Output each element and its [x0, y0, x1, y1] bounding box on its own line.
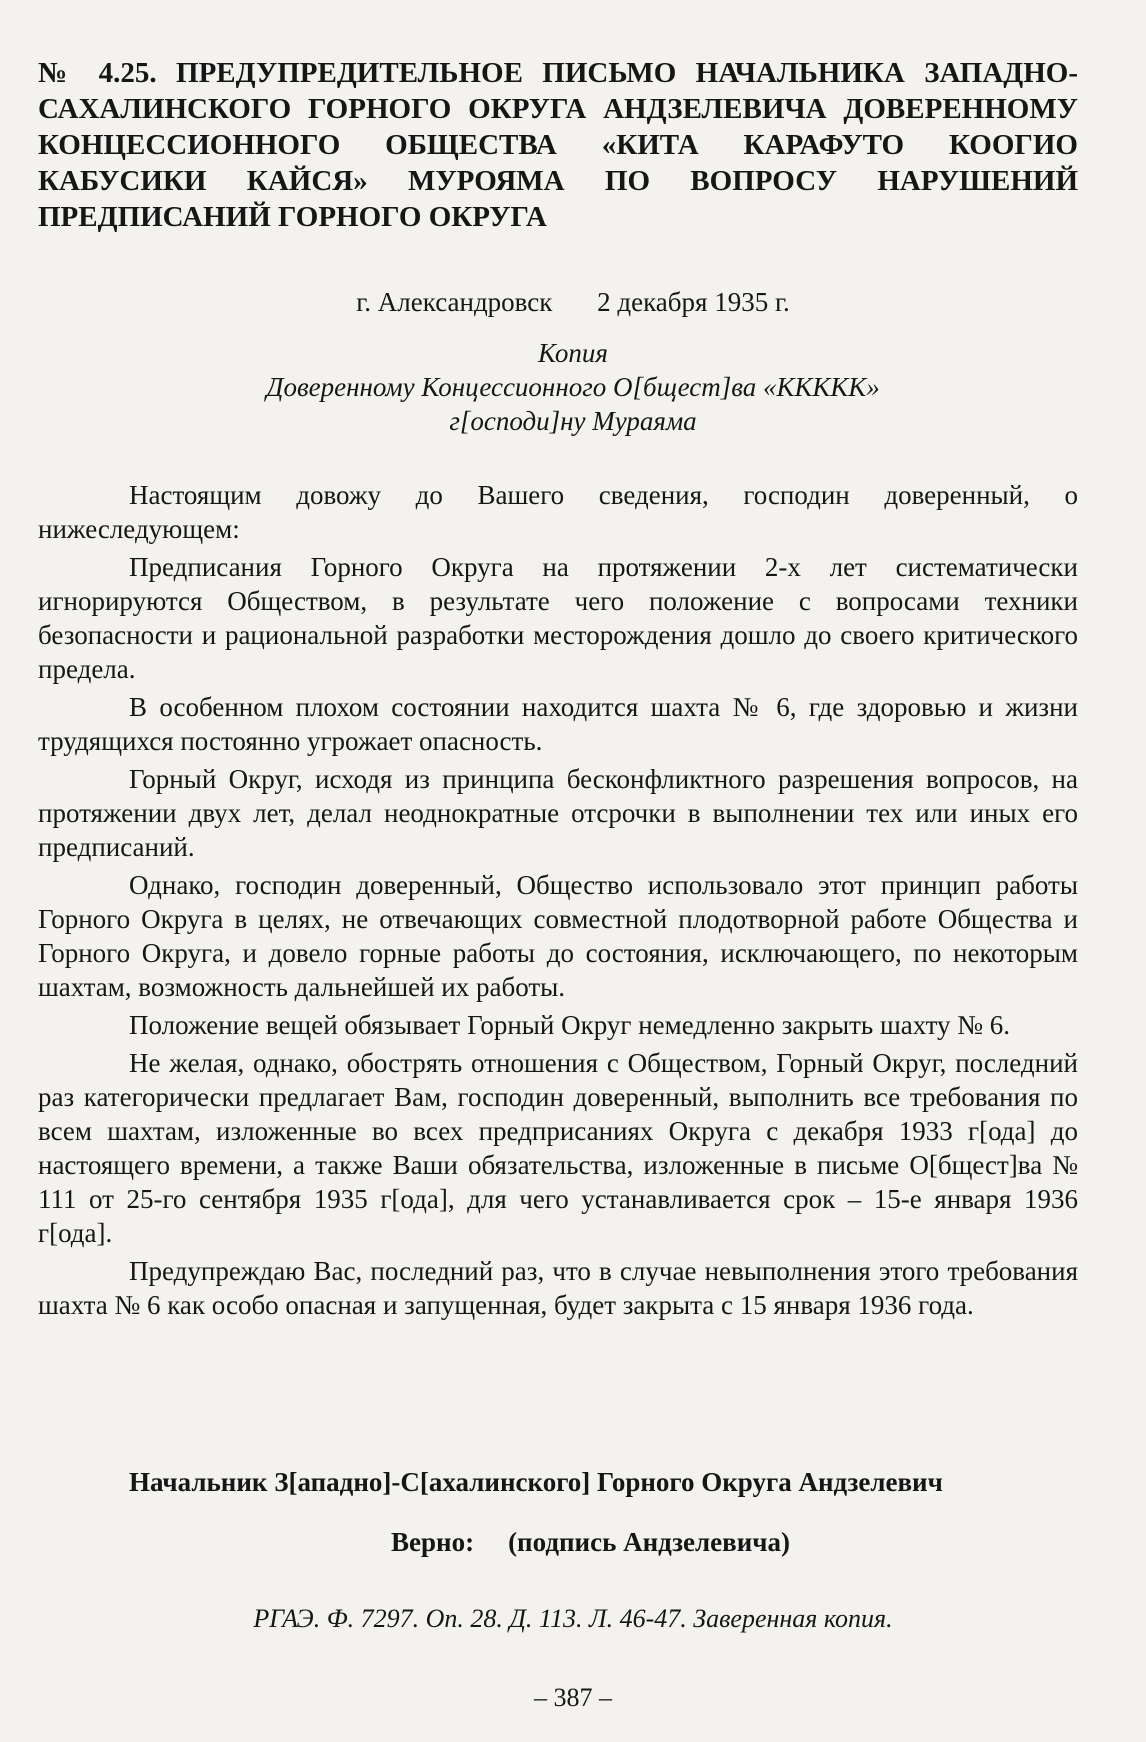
- letter-body: [38, 478, 1078, 1326]
- document-date: 2 декабря 1935 г.: [597, 287, 790, 317]
- addressee-line: Доверенному Концессионного О[бщест]ва «ККККК»: [266, 372, 880, 402]
- document-place: г. Александровск: [356, 287, 553, 317]
- paragraph: Настоящим довожу до Вашего сведения, господин доверенный, о нижеследующем:: [38, 480, 1078, 544]
- addressee-name: г[осподи]ну Мураяма: [449, 406, 697, 436]
- signature-block: [38, 1465, 1078, 1559]
- paragraph: Предупреждаю Вас, последний раз, что в случае невыполнения этого требования шахта № 6 как особо опасная и запущенная, будет закрыта с 15 января 1936 года.: [38, 1256, 1078, 1320]
- verified-line: [38, 1525, 1078, 1559]
- document-heading: № 4.25. ПРЕДУПРЕДИТЕЛЬНОЕ ПИСЬМО НАЧАЛЬНИКА ЗАПАДНО-САХАЛИНСКОГО ГОРНОГО ОКРУГА АНДЗЕЛЕВИЧА ДОВЕРЕННОМУ КОНЦЕССИОННОГО ОБЩЕСТВА «КИТА КАРАФУТО КООГИО КАБУСИКИ КАЙСЯ» МУРОЯМА ПО ВОПРОСУ НАРУШЕНИЙ ПРЕДПИСАНИЙ ГОРНОГО ОКРУГА: [38, 57, 1078, 233]
- verified-label: Верно:: [391, 1527, 475, 1557]
- signature-chief: Начальник З[ападно]-С[ахалинского] Горного Округа Андзелевич: [129, 1467, 943, 1497]
- paragraph: Горный Округ, исходя из принципа бесконфликтного разрешения вопросов, на протяжении двух лет, делал неоднократные отсрочки в выполнении тех или иных его предписаний.: [38, 764, 1078, 862]
- paragraph: Однако, господин доверенный, Общество использовало этот принцип работы Горного Округа в целях, не отвечающих совместной плодотворной работе Общества и Горного Округа, и довело горные работы до состояния, исключающего, по некоторым шахтам, возможность дальнейшей их работы.: [38, 870, 1078, 1002]
- addressee-block: [0, 336, 1146, 438]
- copy-label: Копия: [538, 338, 608, 368]
- archive-source: РГАЭ. Ф. 7297. Оп. 28. Д. 113. Л. 46-47. Заверенная копия.: [253, 1604, 893, 1633]
- paragraph: Положение вещей обязывает Горный Округ немедленно закрыть шахту № 6.: [129, 1010, 1011, 1040]
- place-date-line: [0, 287, 1146, 318]
- paragraph: Не желая, однако, обострять отношения с Обществом, Горный Округ, последний раз категорически предлагает Вам, господин доверенный, выполнить все требования по всем шахтам, изложенные во всех предприсаниях Округа с декабря 1933 г[ода] до настоящего времени, а также Ваши обязательства, изложенные в письме О[бщест]ва № 111 от 25-го сентября 1935 г[ода], для чего устанавливается срок – 15-е января 1936 г[ода].: [38, 1048, 1078, 1248]
- page-number: – 387 –: [534, 1683, 612, 1712]
- verified-signature: (подпись Андзелевича): [508, 1527, 790, 1557]
- paragraph: Предписания Горного Округа на протяжении 2-х лет систематически игнорируются Обществом, в результате чего положение с вопросами техники безопасности и рациональной разработки месторождения дошло до своего критического предела.: [38, 552, 1078, 684]
- paragraph: В особенном плохом состоянии находится шахта № 6, где здоровью и жизни трудящихся постоянно угрожает опасность.: [38, 692, 1078, 756]
